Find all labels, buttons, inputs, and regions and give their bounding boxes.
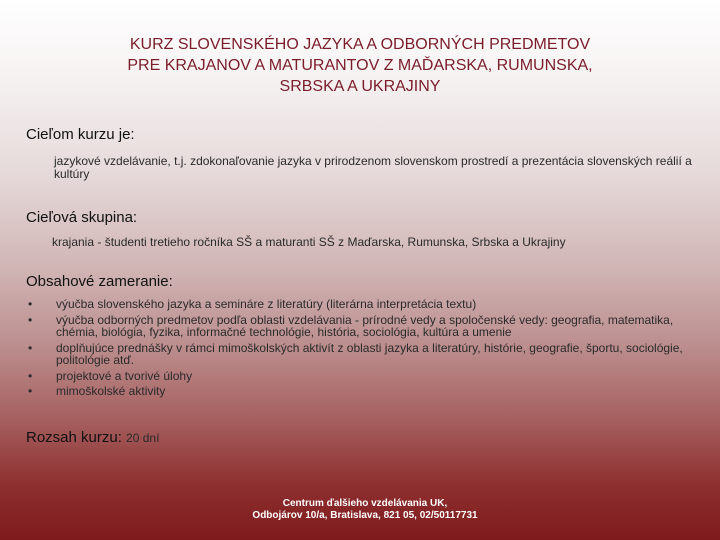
- list-item-text: projektové a tvorivé úlohy: [56, 368, 193, 383]
- footer-line-1: Centrum ďalšieho vzdelávania UK,: [282, 498, 448, 509]
- title-line-3: SRBSKA A UKRAJINY: [279, 78, 441, 95]
- title-line-2: PRE KRAJANOV A MATURANTOV Z MAĎARSKA, RUMUNSKA,: [127, 57, 593, 74]
- bullet: •: [28, 297, 33, 311]
- slide-title: [60, 34, 660, 97]
- list-item-text: výučba odborných predmetov podľa oblasti vzdelávania - prírodné vedy a spoločenské vedy: geografia, matematika, chémia, biológia, fyzika, informačné technológie, história, sociológia, kultúra a umenie: [56, 312, 674, 339]
- target-heading: Cieľová skupina:: [26, 209, 138, 226]
- duration-label: Rozsah kurzu:: [26, 429, 122, 446]
- list-item: [26, 385, 706, 398]
- duration-value: 20 dní: [126, 431, 160, 445]
- list-item: [26, 370, 706, 383]
- list-item: [26, 342, 706, 367]
- footer-line-2: Odbojárov 10/a, Bratislava, 821 05, 02/50117731: [252, 510, 478, 521]
- list-item: [26, 314, 706, 339]
- goal-text: jazykové vzdelávanie, t.j. zdokonaľovanie jazyka v prirodzenom slovenskom prostredí a prezentácia slovenských reálií a kultúry: [54, 154, 692, 181]
- bullet: •: [28, 312, 33, 327]
- list-item: [26, 298, 706, 311]
- bullet: •: [28, 384, 33, 398]
- list-item-text: doplňujúce prednášky v rámci mimoškolských aktivít z oblasti jazyka a literatúry, histórie, geografie, športu, sociológie, politológie atď.: [56, 340, 683, 367]
- duration: [26, 429, 159, 446]
- target-text: krajania - študenti tretieho ročníka SŠ a maturanti SŠ z Maďarska, Rumunska, Srbska a Ukrajiny: [52, 235, 566, 249]
- list-item-text: výučba slovenského jazyka a semináre z literatúry (literárna interpretácia textu): [56, 297, 477, 311]
- bullet: •: [28, 340, 33, 355]
- bullet: •: [28, 368, 33, 383]
- list-item-text: mimoškolské aktivity: [56, 384, 166, 398]
- content-list: [26, 298, 706, 401]
- content-heading: Obsahové zameranie:: [26, 273, 173, 290]
- title-line-1: KURZ SLOVENSKÉHO JAZYKA A ODBORNÝCH PREDMETOV: [129, 36, 591, 53]
- goal-heading: Cieľom kurzu je:: [26, 126, 135, 143]
- footer: [200, 498, 530, 522]
